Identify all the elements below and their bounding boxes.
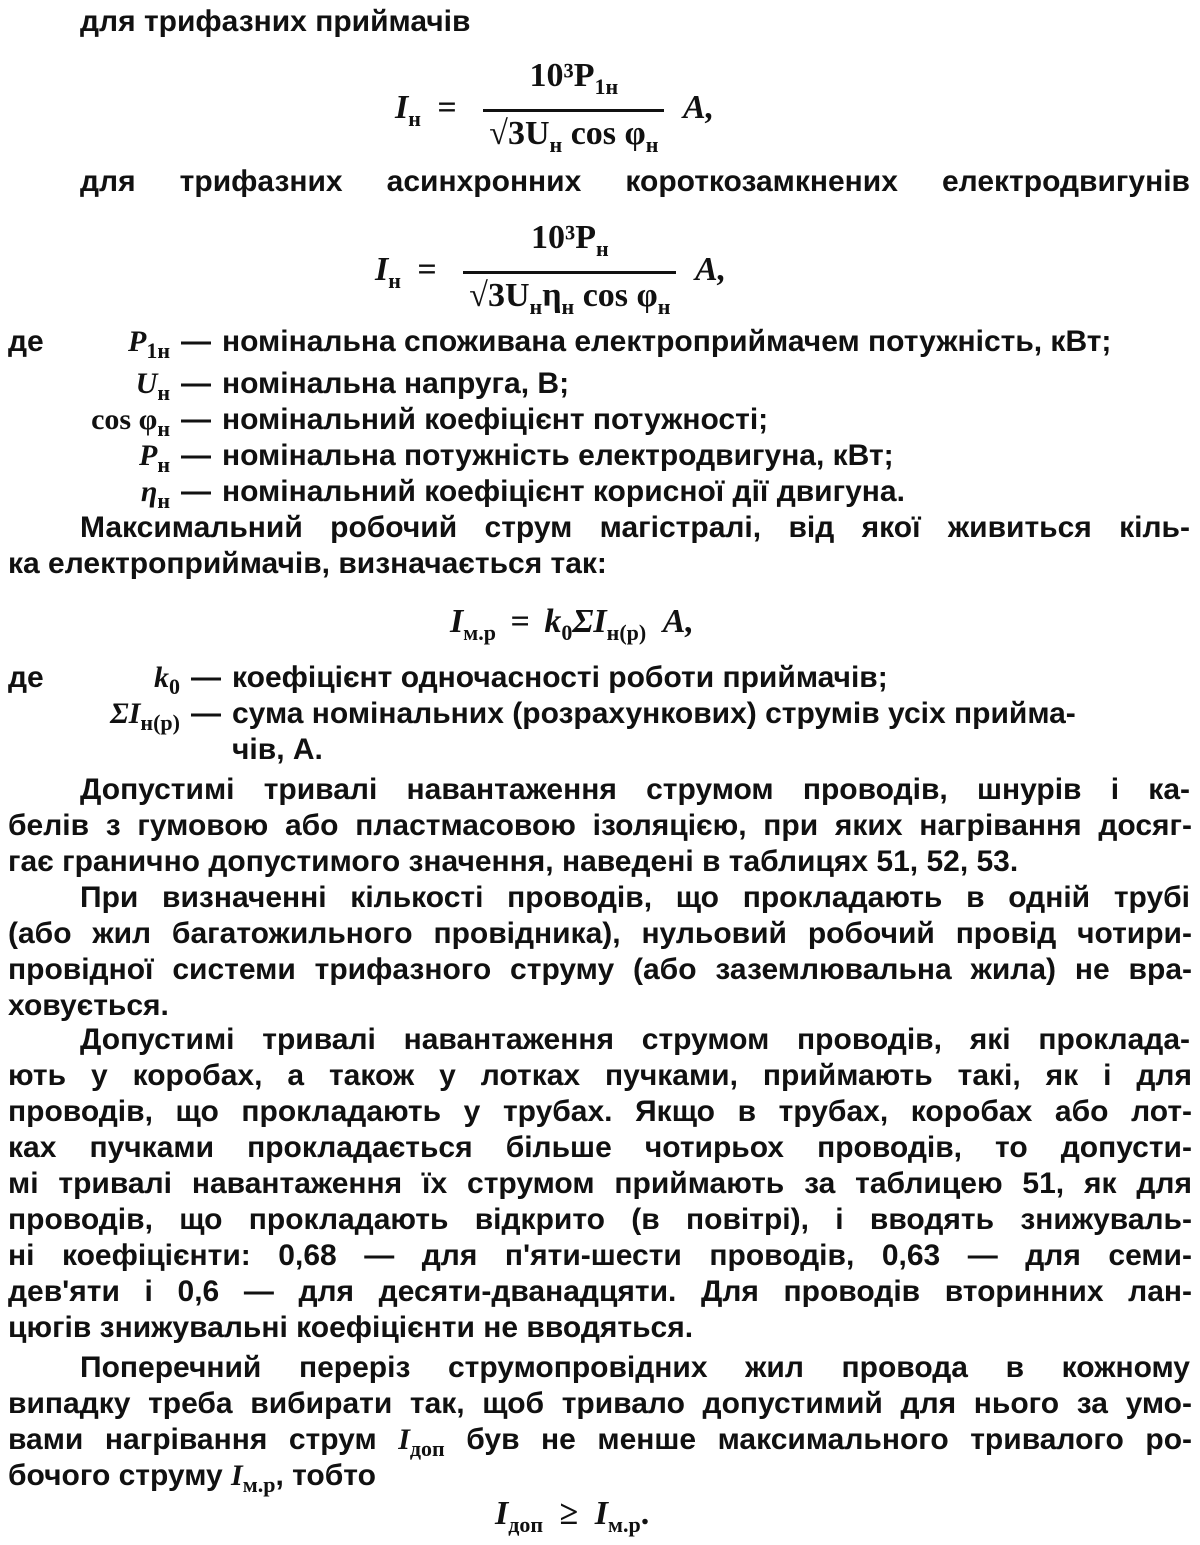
paragraph-line: ках пучками прокладається більше чотирьох проводів, то допусти- — [8, 1131, 1192, 1164]
paragraph-line: белів з гумовою або пластмасовою ізоляцією, при яких нагрівання досяг- — [8, 809, 1192, 842]
paragraph-line: При визначенні кількості проводів, що прокладають в одній трубі — [80, 881, 1190, 914]
paragraph-line: ють у коробах, а також у лотках пучками, приймають такі, як і для — [8, 1059, 1192, 1092]
paragraph-line: вами нагрівання струм $I_{доп}$ був не менше максимального тривалого ро- — [8, 1423, 1193, 1461]
definition-row: $k_0$ — коефіцієнт одночасності роботи приймачів; — [154, 661, 888, 699]
paragraph-line: Максимальний робочий струм магістралі, від якої живиться кіль- — [80, 511, 1190, 544]
where-label: де — [8, 325, 44, 358]
formula-rated-current-receiver: $I_н$ = $\frac{10^3P_{1н}}{√3U_н \cos \varphi_н}$ А, — [395, 56, 714, 165]
formula-max-current: $I_{м.р} = k_0\Sigma I_{н(р)}$ А, — [450, 603, 694, 645]
paragraph-line: Допустимі тривалі навантаження струмом проводів, які проклада- — [80, 1023, 1190, 1056]
intro-three-phase: для трифазних приймачів — [80, 5, 471, 38]
paragraph-line: бочого струму $I_{м.р}$, тобто — [8, 1459, 376, 1497]
paragraph-line: ховується. — [8, 989, 169, 1022]
paragraph-line: мі тривалі навантаження їх струмом приймають за таблицею 51, як для — [8, 1167, 1192, 1200]
definition-row: $P_{1н}$ — номінальна споживана електроприймачем потужність, кВт; — [127, 325, 1112, 363]
definition-continuation: чів, А. — [232, 733, 323, 766]
definition-row: $U_н$ — номінальна напруга, В; — [135, 367, 570, 405]
paragraph-line: (або жил багатожильного провідника), нульовий робочий провід чотири- — [8, 917, 1192, 950]
paragraph-line: ні коефіцієнти: 0,68 — для п'яти-шести проводів, 0,63 — для семи- — [8, 1239, 1192, 1272]
definition-row: $\eta_н$ — номінальний коефіцієнт корисної дії двигуна. — [140, 475, 905, 513]
definition-row: $P_н$ — номінальна потужність електродвигуна, кВт; — [138, 439, 894, 477]
paragraph-line: Допустимі тривалі навантаження струмом проводів, шнурів і ка- — [80, 773, 1190, 806]
definition-row: $\cos \varphi_н$ — номінальний коефіцієнт потужності; — [91, 403, 769, 441]
definition-row: $\Sigma I_{н(р)}$ — сума номінальних (розрахункових) струмів усіх прийма- — [110, 697, 1076, 735]
paragraph-line: Поперечний переріз струмопровідних жил провода в кожному — [80, 1351, 1190, 1384]
paragraph-line: цюгів знижувальні коефіцієнти не вводяться. — [8, 1311, 694, 1344]
formula-rated-current-motor: $I_н$ = $\frac{10^3P_н}{√3U_н\eta_н \cos \varphi_н}$ А, — [375, 218, 726, 327]
intro-motor: для трифазних асинхронних короткозамкнених електродвигунів — [80, 165, 1190, 198]
paragraph-line: ка електроприймачів, визначається так: — [8, 547, 607, 580]
paragraph-line: проводів, що прокладають у трубах. Якщо в трубах, коробах або лот- — [8, 1095, 1192, 1128]
paragraph-line: випадку треба вибирати так, щоб тривало допустимий для нього за умо- — [8, 1387, 1192, 1420]
paragraph-line: гає гранично допустимого значення, наведені в таблицях 51, 52, 53. — [8, 845, 1019, 878]
paragraph-line: дев'яти і 0,6 — для десяти-дванадцяти. Для проводів вторинних лан- — [8, 1275, 1192, 1308]
where-label: де — [8, 661, 44, 694]
paragraph-line: проводів, що прокладають відкрито (в повітрі), і вводять знижуваль- — [8, 1203, 1192, 1236]
formula-condition: $I_{доп} \ge I_{м.р}$. — [495, 1495, 650, 1537]
paragraph-line: провідної системи трифазного струму (або заземлювальна жила) не вра- — [8, 953, 1192, 986]
